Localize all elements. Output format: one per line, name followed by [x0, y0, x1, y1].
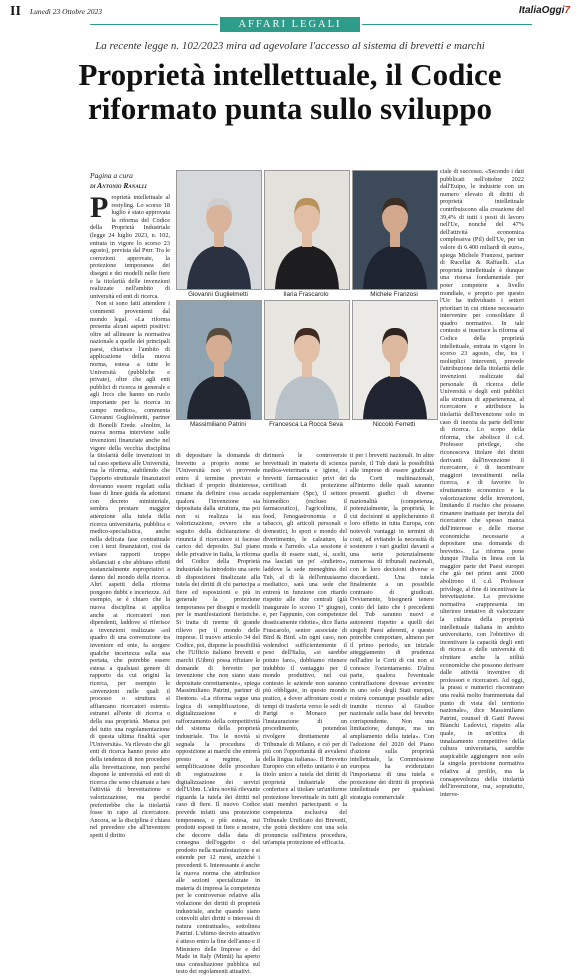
person-figure: [353, 301, 437, 419]
byline: [90, 171, 147, 191]
byline-prefix: Pagina a cura: [90, 171, 133, 180]
person-body: [363, 245, 427, 289]
page-number: II: [10, 4, 21, 19]
portrait-photo: [176, 170, 262, 290]
headline-line-1: Proprietà intellettuale, il Codice: [78, 57, 502, 92]
headline-line-2: riformato punta sullo sviluppo: [88, 91, 492, 126]
text-column-2: di depositare la domanda di brevetto a proprio nome se l'Università non vi provvede entro il termine previsto e dichiari il proprio disinteresse, rimane da definire cosa accada qualora l'invenzione sia depositata dalla struttura, ma poi non si realizza la sua valorizzazione, ovvero che a seguito della dichiarazione di rinuncia il ricercatore si facesse carico del deposito. Sul piano delle privative in Italia, la riforma del Codice della Proprietà Industriale ha introdotto una serie di disposizioni finalizzate alla tutela dei diritti di chi partecipa a fiere ed esposizioni e più in generale la protezione temporanea per disegni e modelli per le manifestazioni fieristiche. Si tratta di norme di grande rilievo per il mondo delle imprese. Il nuovo articolo 34 del Codice, poi, dispone la possibilità che l'Ufficio italiano brevetti e marchi (Uibm) possa rifiutare le domande di brevetto per invenzione che non siano state depositate correttamente», spiega Massimiliano Patrini, partner di Dentons. «La riforma segue una logica di semplificazione, di digitalizzazione e di rafforzamento della competitività del sistema della proprietà industriale. Tra le novità si segnala la procedura di opposizione ai marchi che entrerà presto a regime, la semplificazione delle procedure di registrazione e la digitalizzazione dei servizi dell'Uibm. L'altra novità rilevante riguarda la tutela dei diritti nel caso di fiere. Il nuovo Codice prevede infatti una protezione temporanea, e più estesa, sui prodotti esposti in fiere e mostre, che decorre dalla data di consegna dell'oggetto o del prodotto nella manifestazione e si estende per 12 mesi, anziché i precedenti 6. Interessante è anche la nuova norma che attribuisce alle sezioni specializzate in materia di impresa la competenza per le controversie relative alla violazione dei diritti di proprietà industriale, anche quando siano coinvolti altri diritti o interessi di natura contrattuale», sottolinea Patrini. L'ultimo decreto attuativo è atteso entro la fine dell'anno e il Ministero delle Imprese e del Made in Italy (Mimit) ha aperto una consultazione pubblica sul testo dei regolamenti attuativi.: [176, 452, 260, 976]
article-headline: [0, 58, 580, 126]
article-subhead: La recente legge n. 102/2023 mira ad agevolare l'accesso al sistema di brevetti e marchi: [95, 40, 485, 52]
person-body: [275, 245, 339, 289]
lead-paragraph: roprietà intellettuale al restyling. Lo scorso 18 luglio è stato approvata la riforma del Codice della Proprietà Industriale (legge 24 luglio 2023, n. 102, entrata in vigore lo scorso 23 agosto), prevista dal Pnrr. Tra le correzioni approvate, la protezione temporanea dei disegni e dei modelli nelle fiere e la titolarità delle invenzioni realizzate nell'ambito di università ed enti di ricerca.: [90, 194, 170, 300]
text-column-1: [90, 191, 170, 839]
portrait-caption: Ilaria Frascarolo: [283, 291, 329, 298]
portrait-photo: [352, 170, 438, 290]
person-figure: [353, 171, 437, 289]
person-figure: [265, 301, 349, 419]
paragraph: Non si sono fatti attendere i commenti provenienti dal mondo legal. «La riforma presenta alcuni aspetti positivi: oltre ad allineare la normativa nazionale a quelle dei principali paesi, chiarisce l'ambito di applicazione della nuova norma, estesa a tutte le Università (pubbliche e private), oltre che agli enti pubblici di ricerca in generale e agli Irccs che hanno un ruolo importante per la ricerca in campo medico», commenta Giovanni Guglielmetti, partner di Bonelli Erede. «Inoltre, la nuova norma interviene sulle invenzioni finanziate anche nel vigore della vecchia disciplina la titolarità delle invenzioni in tal caso spettava alle Università, ma la riforma, stabilendo che l'apporto strutturale finanziatori dovranno essere regolati sulla base di linee guida da adottarsi con decreto ministeriale, sembra prestare maggior attenzione alla tutela della ricerca universitaria, pubblica e medico-specialistica, anche nella delicata fase contrattuale con i terzi finanziatori, così da evitare rapporti troppo sbilanciati e che abbiano effetti sostanzialmente espropriativi a danno del mondo della ricerca. Altri aspetti della riforma pongono dubbi e incertezze. Ad esempio, se è chiaro che la nuova disciplina si applica anche ai ricercatori non dipendenti, laddove si riferisce a invenzioni realizzate «ed quadro di una convenzione tra inventore ed ente, fa sorgere qualche incertezza sulla sua portata, che potrebbe essere estesa a qualsiasi genere di rapporto da cui origini la ricerca, per esempio le «invenzioni nelle quali il processo o struttura si affiancano ricercatori esterni» estranei all'ente di ricerca o della sua proprietà. Manca poi del tutto una regolamentazione di questa ultima finalità «per l'Università». Va rilevato che gli enti di ricerca hanno preso atto della tendenza di non procedere alla brevettazione, non perché dispone le università ed enti di ricerca che sono chiamate a fare l'attività di brevettazione e valorizzazione, ma perché preferirebbe che la titolarità fosse in capo al ricercatore. Ancora, se la disciplina è chiara nel prevedere che all'inventore spetti il diritto: [90, 300, 170, 839]
rubric-rule-left: [90, 24, 218, 25]
issue-date: Lunedì 23 Ottobre 2023: [30, 7, 103, 16]
person-figure: [265, 171, 349, 289]
text-column-5: ciale di successo. «Secondo i dati pubblicati nell'ottobre 2022 dall'Euipo, le industrie con un numero elevato di diritti di proprietà intellettuale contribuiscono alla creazione del 39,4% di tutti i posti di lavoro nell'Ue, nonché del 47% dell'attività economica complessiva (Pil) dell'Ue, per un valore di 6.400 miliardi di euro», spiega Michele Franzosi, partner di Rucellai & Raffaelli. «La proprietà intellettuale è dunque una risorsa fondamentale per poter competere a livello mondiale, e proprio per questo l'Ue ha individuato i settori prioritari in cui ritiene necessario intervenire per consolidare il quadro normativo. In tale contesto si inserisce la riforma al Codice della proprietà intellettuale, entrata in vigore lo scorso 23 agosto, che, tra i molteplici interventi, prevede l'attribuzione della titolarità delle invenzioni realizzate dal personale di ricerca delle Università e degli enti pubblici alla struttura di appartenenza, al ricercatore e attribuisce la titolarità dell'invenzione solo in caso di inerzia da parte dell'ente di ricerca. Lo scopo della riforma, che abolisce il c.d. Professor privilege, che riconosceva titolare dei diritti derivanti dall'invenzione il ricercatore, è di incentivare maggiori investimenti nella ricerca, e di favorire lo sfruttamento economico e la valorizzazione delle invenzioni, limitando il rischio che possano rimanere inattuate per inerzia del ricercatore che spesso manca dell'interesse e delle risorse economiche necessarie a depositare una domanda di brevetto». La riforma pone dunque l'Italia in linea con la maggior parte dei Paesi europei che già nei primi anni 2000 abolirono il c.d. Professor privilege, al fine di incentivare la brevettazione. La previsione normativa «rappresenta un ulteriore tentativo di valorizzare la cultura della proprietà intellettuale italiana in ambito universitario, con l'obiettivo di incentivare la capacità degli enti di ricerca e delle università di sfruttare anche la utilità economiche che possono derivare dalle attività inventive di professori e ricercatori. Ad oggi, la prassi e numerici riscontrano una realtà molto frammentata dal punto di vista del territorio nazionale», dice Massimiliano Patrini, counsel di Gatti Pavesi Bianchi Ludovici, rispetto alla quale, in un'ottica di innalzamento competitivo della cultura universitaria, sarebbe auspicabile aggiungere non solo la singola previsione normativa relativa al profilo, ma la consapevolezza della titolarità dell'invenzione, ma, soprattutto, interve-: [440, 168, 524, 798]
logo-number: 7: [564, 5, 570, 16]
publication-logo: [519, 5, 570, 16]
portrait-caption: Michele Franzosi: [370, 291, 418, 298]
text-column-4: ti per i brevetti nazionali. In altre parole, il Tub darà la possibilità alle imprese di essere giudicate da Corti multinazionali, all'interno delle quali saranno presenti giudici di diverse nazionalità (competenza, potenzialmente, la proprietà, le cui decisioni si applicheranno il loro effetto in tutta Europa, con notevoli vantaggi in termini di costi, ed evitando la necessità di sostenere i vari giudizi davanti a una serie potenzialmente numerosa di tribunali nazionali, con le loro decisioni diverse e discordanti. Una tutela finalmente a un possibile contrasto di giudicati. Ovviamente, bisognerà tenere conto del fatto che i precedenti del Tub saranno nuovi e autonomi rispetto a quelli dei singoli Paesi aderenti, e questo potrebbe comportare, almeno per il primo periodo, un iniziale atteggiamento di prudenza nell'adire le Corti di cui non si conosce l'orientamento. D'altra parte, qualora l'eventuale contraffazione dovesse avvenire in uno solo degli Stati europei, resterà comunque possibile adire tramite ricorso al Giudice nazionale sulla base del brevetto corrispondente. Non una limitazione, dunque, ma un ampliamento della tutela». Con l'adozione del 2020 del Piano d'azione sulla proprietà intellettuale, la Commissione europea ha evidenziato l'importanza di una tutela e protezione dei diritti di proprietà intellettuale per qualsiasi strategia commerciale: [350, 452, 434, 801]
portrait-caption: Massimiliano Patrini: [190, 421, 246, 428]
person-body: [275, 375, 339, 419]
person-figure: [177, 301, 261, 419]
byline-author: di Antonio Ranalli: [90, 181, 147, 190]
rubric-rule-right: [362, 24, 532, 25]
portrait-photo: [176, 300, 262, 420]
logo-main: ItaliaOggi: [518, 5, 565, 16]
person-body: [187, 375, 251, 419]
person-figure: [177, 171, 261, 289]
drop-cap: P: [90, 191, 109, 224]
portrait-caption: Giovanni Guglielmetti: [188, 291, 248, 298]
person-body: [363, 375, 427, 419]
portrait-photo: [264, 300, 350, 420]
text-column-3: dirimerà le controversie brevettuali in materia di scienza medica-veterinaria e igiene, i brevetti farmaceutici privi dei certificati di protezione supplementare (Spc), il settore biomedico (escluso il farmaceutico), l'agricoltura, il food, l'enogastronomia e il tabacco, gli articoli personali e domestici, lo sport e mondo del divertimento, le calzature, la moda e l'arredo. «La sessione è quella di essere stati, sì, scelti, ma lasciati un po' «indietro», laddove la sede meneghina del Tub, al di là dell'entusiasmo mediatico, sarà una sede che entrerà in funzione con ritardo rispetto alle due centrali (già inaugurate lo scorso 1° giugno), e, per l'appunto, con competenze drasticamente ridotte», dice Ilaria Frascarolo, senior associate di Bird & Bird. «In ogni caso, non vedendoci sufficientemente il peso dell'Italia, «si sarebbe potuto fare», dobbiamo ritenere indubbio il vantaggio per il mondo produttivo, nel cui contesto le aziende non saranno più obbligate, in questo mondo pratico, a dover affrontare costi e tempi di trasferta verso le sedi di Parigi o Monaco per l'instaurazione di un procedimento, potendosi rivolgere direttamente al Tribunale di Milano, e ciò per di più con l'opportunità di avvalersi della lingua italiana». Il Brevetto Europeo con effetto unitario è un titolo unico a tutela dei diritti di proprietà industriale che conferisce al titolare un'uniforme protezione brevettuale in tutti gli stati membri partecipanti e la competenza esclusiva del Tribunale Unificato dei Brevetti, che potrà decidere con una sola pronuncia sull'intera procedura, un'ampia protezione ed efficacia.: [263, 452, 347, 847]
person-body: [187, 245, 251, 289]
portrait-photo: [352, 300, 438, 420]
portrait-caption: Francesca La Rocca Seva: [269, 421, 343, 428]
section-rubric: AFFARI LEGALI: [220, 17, 360, 32]
portrait-photo: [264, 170, 350, 290]
portrait-caption: Niccolò Ferretti: [372, 421, 416, 428]
